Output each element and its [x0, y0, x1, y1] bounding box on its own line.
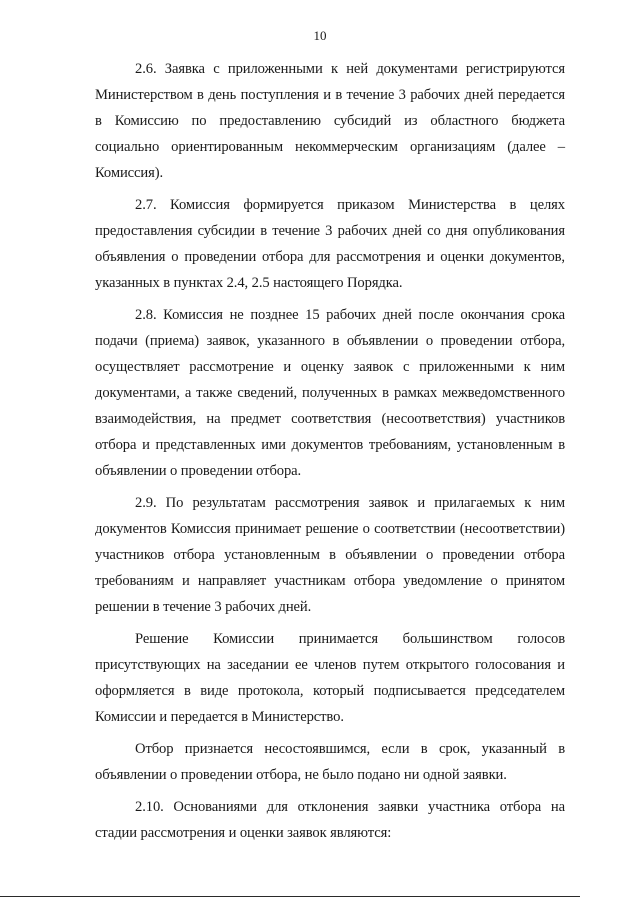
page-number: 10 — [313, 28, 327, 43]
paragraph-selection-failed: Отбор признается несостоявшимся, если в срок, указанный в объявлении о проведении отбора, не было подано ни одной заявки. — [95, 741, 565, 783]
paragraph-2-6: 2.6. Заявка с приложенными к ней документами регистрируются Министерством в день поступления и в течение 3 рабочих дней передается в Комиссию по предоставлению субсидий из областного бюджета социально ориентированным некоммерческим организациям (далее – Комиссия). — [95, 61, 565, 181]
document-body — [95, 56, 565, 852]
bottom-rule — [0, 896, 580, 897]
paragraph-commission-decision: Решение Комиссии принимается большинством голосов присутствующих на заседании ее членов путем открытого голосования и оформляется в виде протокола, который подписывается председателем Комиссии и передается в Министерство. — [95, 631, 565, 725]
paragraph-2-10: 2.10. Основаниями для отклонения заявки участника отбора на стадии рассмотрения и оценки заявок являются: — [95, 799, 565, 841]
paragraph-2-9: 2.9. По результатам рассмотрения заявок и прилагаемых к ним документов Комиссия принимает решение о соответствии (несоответствии) участников отбора установленным в объявлении о проведении отбора требованиям и направляет участникам отбора уведомление о принятом решении в течение 3 рабочих дней. — [95, 495, 565, 615]
paragraph-2-7: 2.7. Комиссия формируется приказом Министерства в целях предоставления субсидии в течение 3 рабочих дней со дня опубликования объявления о проведении отбора для рассмотрения и оценки документов, указанных в пунктах 2.4, 2.5 настоящего Порядка. — [95, 197, 565, 291]
paragraph-2-8: 2.8. Комиссия не позднее 15 рабочих дней после окончания срока подачи (приема) заявок, указанного в объявлении о проведении отбора, осуществляет рассмотрение и оценку заявок с приложенными к ним документами, а также сведений, полученных в рамках межведомственного взаимодействия, на предмет соответствия (несоответствия) участников отбора и представленных ими документов требованиям, установленным в объявлении о проведении отбора. — [95, 307, 565, 479]
